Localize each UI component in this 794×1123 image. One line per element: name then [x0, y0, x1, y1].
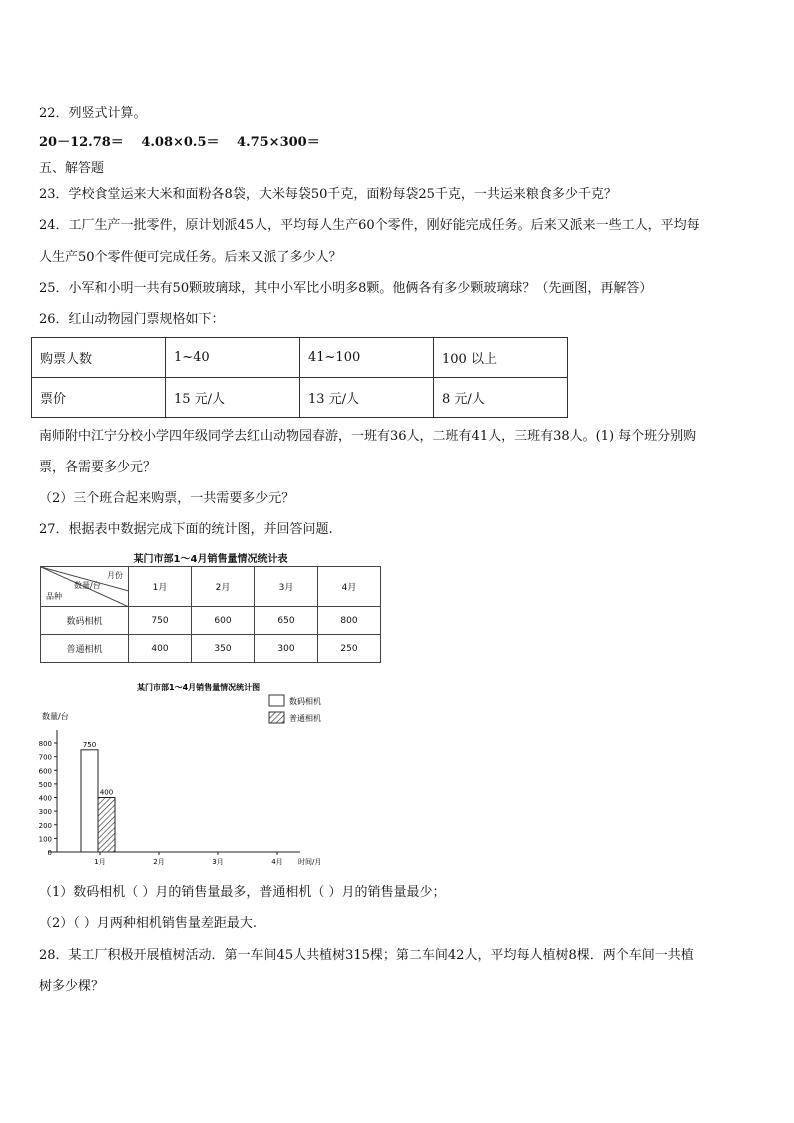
diag-type-label: 品种 — [46, 592, 62, 601]
q27-sub2: （2）（ ）月两种相机销售量差距最大. — [39, 916, 258, 931]
y-tick-label: 400 — [38, 794, 52, 803]
q26-heading: 26．红山动物园门票规格如下： — [39, 312, 225, 327]
sales-bar-chart — [30, 680, 360, 870]
q25-text: 25．小军和小明一共有50颗玻璃球，其中小军比小明多8颗。他俩各有多少颗玻璃球？（先画图，再解答） — [39, 281, 653, 296]
table-cell: 250 — [318, 635, 381, 663]
table-cell: 购票人数 — [32, 338, 166, 378]
table-cell: 350 — [192, 635, 255, 663]
q27-heading: 27．根据表中数据完成下面的统计图，并回答问题. — [39, 522, 333, 537]
y-tick-label: 500 — [38, 780, 52, 789]
diag-month-label: 月份 — [107, 571, 123, 580]
table-cell: 800 — [318, 607, 381, 635]
q24-line1: 24．工厂生产一批零件，原计划派45人，平均每人生产60个零件，刚好能完成任务。后来又派来一些工人，平均每 — [39, 218, 700, 233]
ticket-price-table — [31, 337, 568, 418]
x-axis-label: 时间/月 — [298, 858, 322, 866]
table-cell: 600 — [192, 607, 255, 635]
y-tick-label: 800 — [38, 740, 52, 748]
legend-swatch-digital — [269, 695, 284, 706]
y-tick-label: 700 — [38, 753, 52, 762]
y-tick-label: 0 — [47, 849, 52, 857]
y-tick-label: 300 — [38, 808, 52, 817]
table-header-row — [41, 567, 381, 607]
q23-text: 23．学校食堂运来大米和面粉各8袋，大米每袋50千克，面粉每袋25千克，一共运来粮食多少千克？ — [39, 187, 617, 202]
table-cell: 15 元/人 — [166, 378, 300, 418]
table-cell: 13 元/人 — [300, 378, 434, 418]
table-cell: 票价 — [32, 378, 166, 418]
bar-ordinary-camera — [98, 798, 115, 853]
sales-table — [40, 566, 381, 663]
x-tick-label: 2月 — [153, 858, 165, 866]
q28-line2: 树多少棵？ — [39, 979, 105, 994]
y-tick-label: 600 — [38, 767, 52, 776]
month-header: 4月 — [318, 567, 381, 607]
section-heading: 五、解答题 — [39, 161, 105, 176]
legend-swatch-ordinary — [269, 712, 284, 723]
table-cell: 650 — [255, 607, 318, 635]
table-row — [32, 378, 568, 418]
month-header: 3月 — [255, 567, 318, 607]
chart-title: 某门市部1～4月销售量情况统计图 — [137, 683, 261, 692]
x-tick-label: 4月 — [271, 858, 283, 866]
row-label: 数码相机 — [41, 607, 129, 635]
legend-label: 普通相机 — [289, 714, 321, 723]
q22-expressions: 20－12.78＝ 4.08×0.5＝ 4.75×300＝ — [39, 135, 320, 150]
row-label: 普通相机 — [41, 635, 129, 663]
bar-value-label: 400 — [99, 788, 114, 797]
legend-label: 数码相机 — [289, 697, 321, 706]
sales-table-title: 某门市部1～4月销售量情况统计表 — [133, 554, 288, 565]
x-tick-label: 3月 — [212, 858, 224, 866]
table-row — [41, 607, 381, 635]
y-axis-label: 数量/台 — [42, 712, 69, 721]
table-cell: 8 元/人 — [434, 378, 568, 418]
x-ticks — [94, 852, 282, 866]
q26-text-line1: 南师附中江宁分校小学四年级同学去红山动物园春游，一班有36人，二班有41人，三班有38人。(1) 每个班分别购 — [39, 429, 697, 444]
month-header: 2月 — [192, 567, 255, 607]
y-tick-label: 100 — [38, 835, 52, 844]
table-cell: 400 — [129, 635, 192, 663]
diagonal-header-cell — [41, 567, 129, 607]
chart-legend — [269, 695, 321, 723]
q26-text-line2: 票，各需要多少元？ — [39, 460, 157, 475]
bar-value-label: 750 — [82, 740, 97, 749]
table-row — [41, 635, 381, 663]
chart-bars — [81, 741, 115, 852]
q28-line1: 28．某工厂积极开展植树活动．第一车间45人共植树315棵；第二车间42人，平均每人植树8棵．两个车间一共植 — [39, 948, 694, 963]
table-cell: 1~40 — [166, 338, 300, 378]
q24-line2: 人生产50个零件便可完成任务。后来又派了多少人？ — [39, 250, 342, 265]
table-row — [32, 338, 568, 378]
month-header: 1月 — [129, 567, 192, 607]
q22-heading: 22．列竖式计算。 — [39, 106, 147, 121]
q26-text-line3: （2）三个班合起来购票，一共需要多少元？ — [39, 491, 295, 506]
table-cell: 41~100 — [300, 338, 434, 378]
y-ticks — [39, 740, 57, 857]
table-cell: 300 — [255, 635, 318, 663]
table-cell: 750 — [129, 607, 192, 635]
x-tick-label: 1月 — [94, 858, 106, 866]
table-cell: 100 以上 — [434, 338, 568, 378]
diag-quantity-label: 数量/台 — [74, 581, 101, 590]
bar-digital-camera — [81, 750, 98, 852]
q27-sub1: （1）数码相机（ ）月的销售量最多，普通相机（ ）月的销售量最少； — [39, 885, 446, 900]
y-tick-label: 200 — [38, 821, 52, 830]
